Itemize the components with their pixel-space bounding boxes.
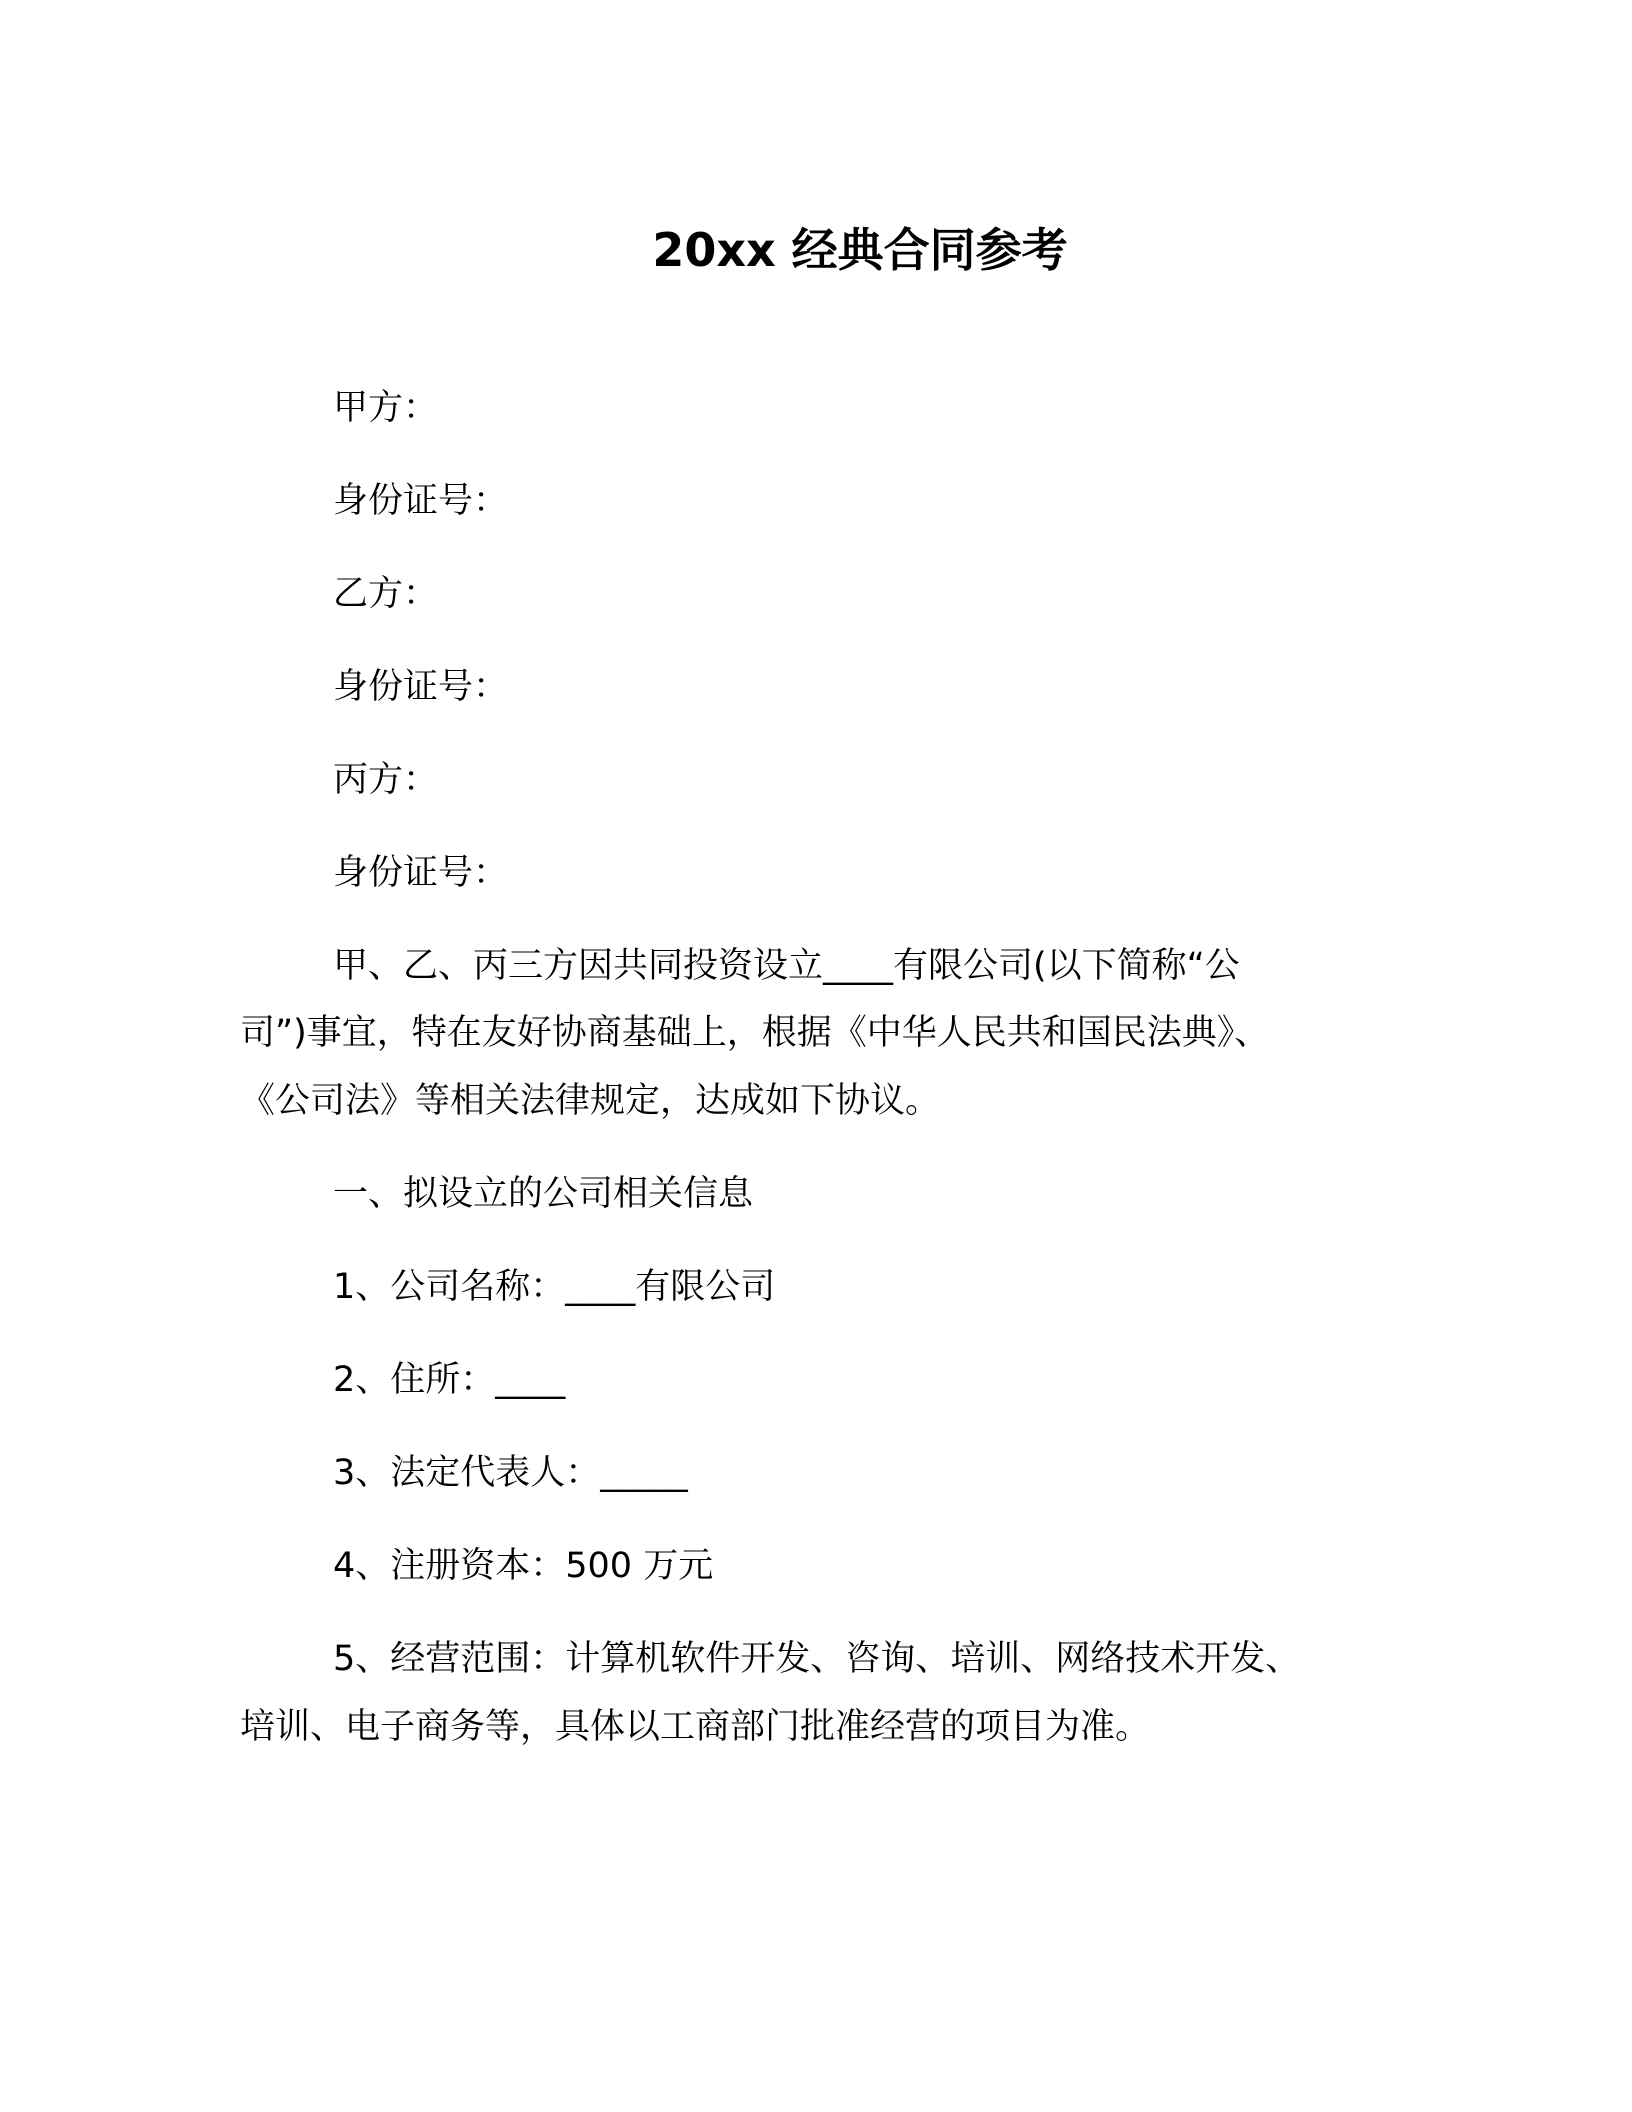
- item-business-scope-line-1: 5、经营范围：计算机软件开发、咨询、培训、网络技术开发、: [333, 1639, 1301, 1679]
- party-c-label: 丙方：: [333, 760, 439, 800]
- party-a-label: 甲方：: [333, 388, 439, 428]
- section-1-heading: 一、拟设立的公司相关信息: [333, 1174, 754, 1214]
- item-company-name: 1、公司名称：____有限公司: [333, 1267, 776, 1307]
- preamble-line-1: 甲、乙、丙三方因共同投资设立____有限公司(以下简称“公: [333, 946, 1240, 986]
- item-address: 2、住所：____: [333, 1360, 566, 1400]
- party-a-id-label: 身份证号：: [333, 481, 509, 521]
- party-c-id-label: 身份证号：: [333, 853, 509, 893]
- item-registered-capital: 4、注册资本：500 万元: [333, 1546, 714, 1586]
- preamble-line-3: 《公司法》等相关法律规定，达成如下协议。: [240, 1081, 941, 1121]
- document-title: 20xx 经典合同参考: [652, 223, 1068, 277]
- party-b-label: 乙方：: [333, 574, 439, 614]
- item-business-scope-line-2: 培训、电子商务等，具体以工商部门批准经营的项目为准。: [240, 1707, 1151, 1747]
- party-b-id-label: 身份证号：: [333, 667, 509, 707]
- preamble-line-2: 司”)事宜，特在友好协商基础上，根据《中华人民共和国民法典》、: [240, 1013, 1270, 1053]
- item-legal-representative: 3、法定代表人：_____: [333, 1453, 688, 1493]
